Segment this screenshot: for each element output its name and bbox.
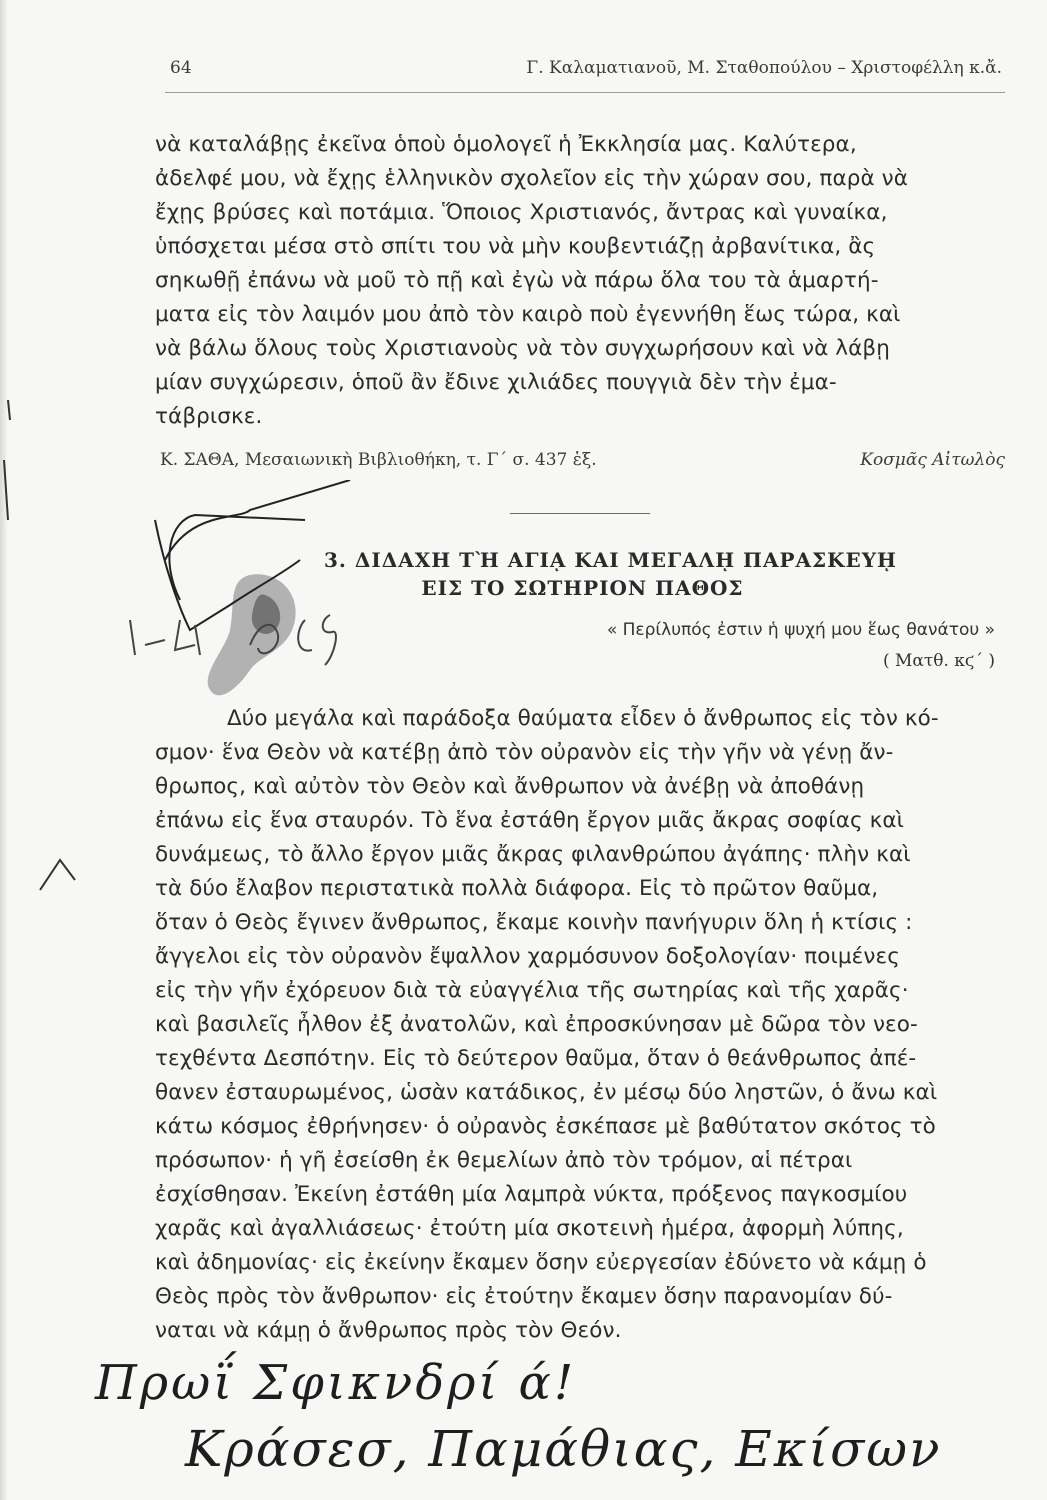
citation-source: Κ. ΣΑΘΑ, Μεσαιωνικὴ Βιβλιοθήκη, τ. Γ΄ σ. 437 ἑξ. bbox=[160, 450, 597, 470]
handwritten-note-line2 bbox=[185, 1420, 941, 1478]
text-line: καὶ βασιλεῖς ἦλθον ἐξ ἀνατολῶν, καὶ ἐπροσκύνησαν μὲ δῶρα τὸν νεο- bbox=[155, 1012, 918, 1037]
running-title: Γ. Καλαματιανοῦ, Μ. Σταθοπούλου – Χριστοφέλλη κ.ἄ. bbox=[526, 58, 1002, 78]
passage-sermon bbox=[155, 702, 1005, 1348]
text-line: θρωπος, καὶ αὐτὸν τὸν Θεὸν καὶ ἄνθρωπον νὰ ἀνέβῃ νὰ ἀποθάνῃ bbox=[155, 774, 865, 799]
epigraph-reference: ( Ματθ. κϛ΄ ) bbox=[882, 651, 995, 671]
text-line: ἔχῃς βρύσες καὶ ποτάμια. Ὅποιος Χριστιανός, ἄντρας καὶ γυναίκα, bbox=[155, 200, 888, 225]
section-separator bbox=[510, 513, 650, 514]
text-line: νὰ βάλω ὅλους τοὺς Χριστιανοὺς νὰ τὸν συγχωρήσουν καὶ νὰ λάβῃ bbox=[155, 336, 890, 361]
text-line: ὅταν ὁ Θεὸς ἔγινεν ἄνθρωπος, ἔκαμε κοινὴν πανήγυριν ὅλη ἡ κτίσις : bbox=[155, 910, 913, 935]
text-line: σμον· ἕνα Θεὸν νὰ κατέβῃ ἀπὸ τὸν οὐρανὸν εἰς τὴν γῆν νὰ γένῃ ἄν- bbox=[155, 740, 894, 765]
margin-tick bbox=[4, 460, 8, 520]
ink-smudge bbox=[208, 574, 296, 695]
text-line: ἐπάνω εἰς ἕνα σταυρόν. Τὸ ἕνα ἐστάθη ἔργον μιᾶς ἄκρας σοφίας καὶ bbox=[155, 808, 905, 833]
text-line: ὑπόσχεται μέσα στὸ σπίτι του νὰ μὴν κουβεντιάζῃ ἀρβανίτικα, ἂς bbox=[155, 234, 876, 259]
text-line: Θεὸς πρὸς τὸν ἄνθρωπον· εἰς ἐτούτην ἔκαμεν ὅσην παρανομίαν δύ- bbox=[155, 1284, 893, 1309]
text-line: χαρᾶς καὶ ἀγαλλιάσεως· ἐτούτη μία σκοτεινὴ ἡμέρα, ἀφορμὴ λύπης, bbox=[155, 1216, 904, 1241]
text-line: ματα εἰς τὸν λαιμόν μου ἀπὸ τὸν καιρὸ ποὺ ἐγεννήθη ἕως τώρα, καὶ bbox=[155, 302, 901, 327]
text-line: κάτω κόσμος ἐθρήνησεν· ὁ οὐρανὸς ἐσκέπασε μὲ βαθύτατον σκότος τὸ bbox=[155, 1114, 936, 1139]
text-line: δυνάμεως, τὸ ἄλλο ἔργον μιᾶς ἄκρας φιλανθρώπου ἀγάπης· πλὴν καὶ bbox=[155, 842, 911, 867]
text-line: τάβρισκε. bbox=[155, 404, 263, 429]
section-heading-line2: ΕΙΣ ΤΟ ΣΩΤΗΡΙΟΝ ΠΑΘΟΣ bbox=[421, 576, 744, 600]
text-line: ἀδελφέ μου, νὰ ἔχῃς ἑλληνικὸν σχολεῖον εἰς τὴν χώραν σου, παρὰ νὰ bbox=[155, 166, 909, 191]
text-line: Δύο μεγάλα καὶ παράδοξα θαύματα εἶδεν ὁ ἄνθρωπος εἰς τὸν κό- bbox=[227, 706, 939, 731]
pen-stroke bbox=[165, 480, 350, 560]
header-divider bbox=[165, 92, 1005, 93]
epigraph-quote: « Περίλυπός ἐστιν ἡ ψυχή μου ἕως θανάτου » bbox=[606, 620, 995, 640]
handwritten-text: Πρωΐ Σφικνδρί ά! bbox=[95, 1355, 577, 1411]
margin-marks bbox=[0, 380, 80, 900]
page-number: 64 bbox=[170, 58, 192, 78]
text-line: ναται νὰ κάμῃ ὁ ἄνθρωπος πρὸς τὸν Θεόν. bbox=[155, 1318, 622, 1343]
handwritten-note-line1 bbox=[95, 1355, 576, 1411]
passage-kosmas bbox=[155, 128, 1005, 434]
text-line: σηκωθῇ ἐπάνω νὰ μοῦ τὸ πῇ καὶ ἐγὼ νὰ πάρω ὅλα του τὰ ἁμαρτή- bbox=[155, 268, 879, 293]
text-line: πρόσωπον· ἡ γῆ ἐσείσθη ἐκ θεμελίων ἀπὸ τὸν τρόμον, αἱ πέτραι bbox=[155, 1148, 853, 1173]
text-line: μίαν συγχώρεσιν, ὁποῦ ἂν ἔδινε χιλιάδες πουγγιὰ δὲν τὴν ἐμα- bbox=[155, 370, 837, 395]
text-line: τὰ δύο ἔλαβον περιστατικὰ πολλὰ διάφορα. Εἰς τὸ πρῶτον θαῦμα, bbox=[155, 876, 879, 901]
text-line: καὶ ἀδημονίας· εἰς ἐκείνην ἔκαμεν ὅσην εὐεργεσίαν ἐδύνετο νὰ κάμῃ ὁ bbox=[155, 1250, 927, 1275]
text-line: νὰ καταλάβῃς ἐκεῖνα ὁποὺ ὁμολογεῖ ἡ Ἐκκλησία μας. Καλύτερα, bbox=[155, 132, 857, 157]
pen-scribble-annotation bbox=[100, 480, 400, 740]
handwritten-text: Κράσεσ, Παμάθιας, Εκίσων bbox=[185, 1420, 942, 1478]
text-line: ἐσχίσθησαν. Ἐκείνη ἐστάθη μία λαμπρὰ νύκτα, πρόξενος παγκοσμίου bbox=[155, 1182, 908, 1207]
margin-caret bbox=[40, 860, 75, 890]
page-header bbox=[170, 58, 1002, 88]
section-heading-line1: 3. ΔΙΔΑΧΗ ΤῊ ΑΓΙᾼ ΚΑΙ ΜΕΓΑΛῌ ΠΑΡΑΣΚΕΥῌ bbox=[324, 548, 897, 572]
margin-tick bbox=[8, 400, 10, 420]
text-line: τεχθέντα Δεσπότην. Εἰς τὸ δεύτερον θαῦμα, ὅταν ὁ θεάνθρωπος ἀπέ- bbox=[155, 1046, 917, 1071]
text-line: θανεν ἐσταυρωμένος, ὡσὰν κατάδικος, ἐν μέσῳ δύο ληστῶν, ὁ ἄνω καὶ bbox=[155, 1080, 938, 1105]
text-line: ἄγγελοι εἰς τὸν οὐρανὸν ἔψαλλον χαρμόσυνον δοξολογίαν· ποιμένες bbox=[155, 944, 900, 969]
citation-author: Κοσμᾶς Αἰτωλὸς bbox=[860, 450, 1005, 470]
citation bbox=[160, 450, 1005, 480]
text-line: εἰς τὴν γῆν ἐχόρευον διὰ τὰ εὐαγγέλια τῆς σωτηρίας καὶ τῆς χαρᾶς· bbox=[155, 978, 909, 1003]
